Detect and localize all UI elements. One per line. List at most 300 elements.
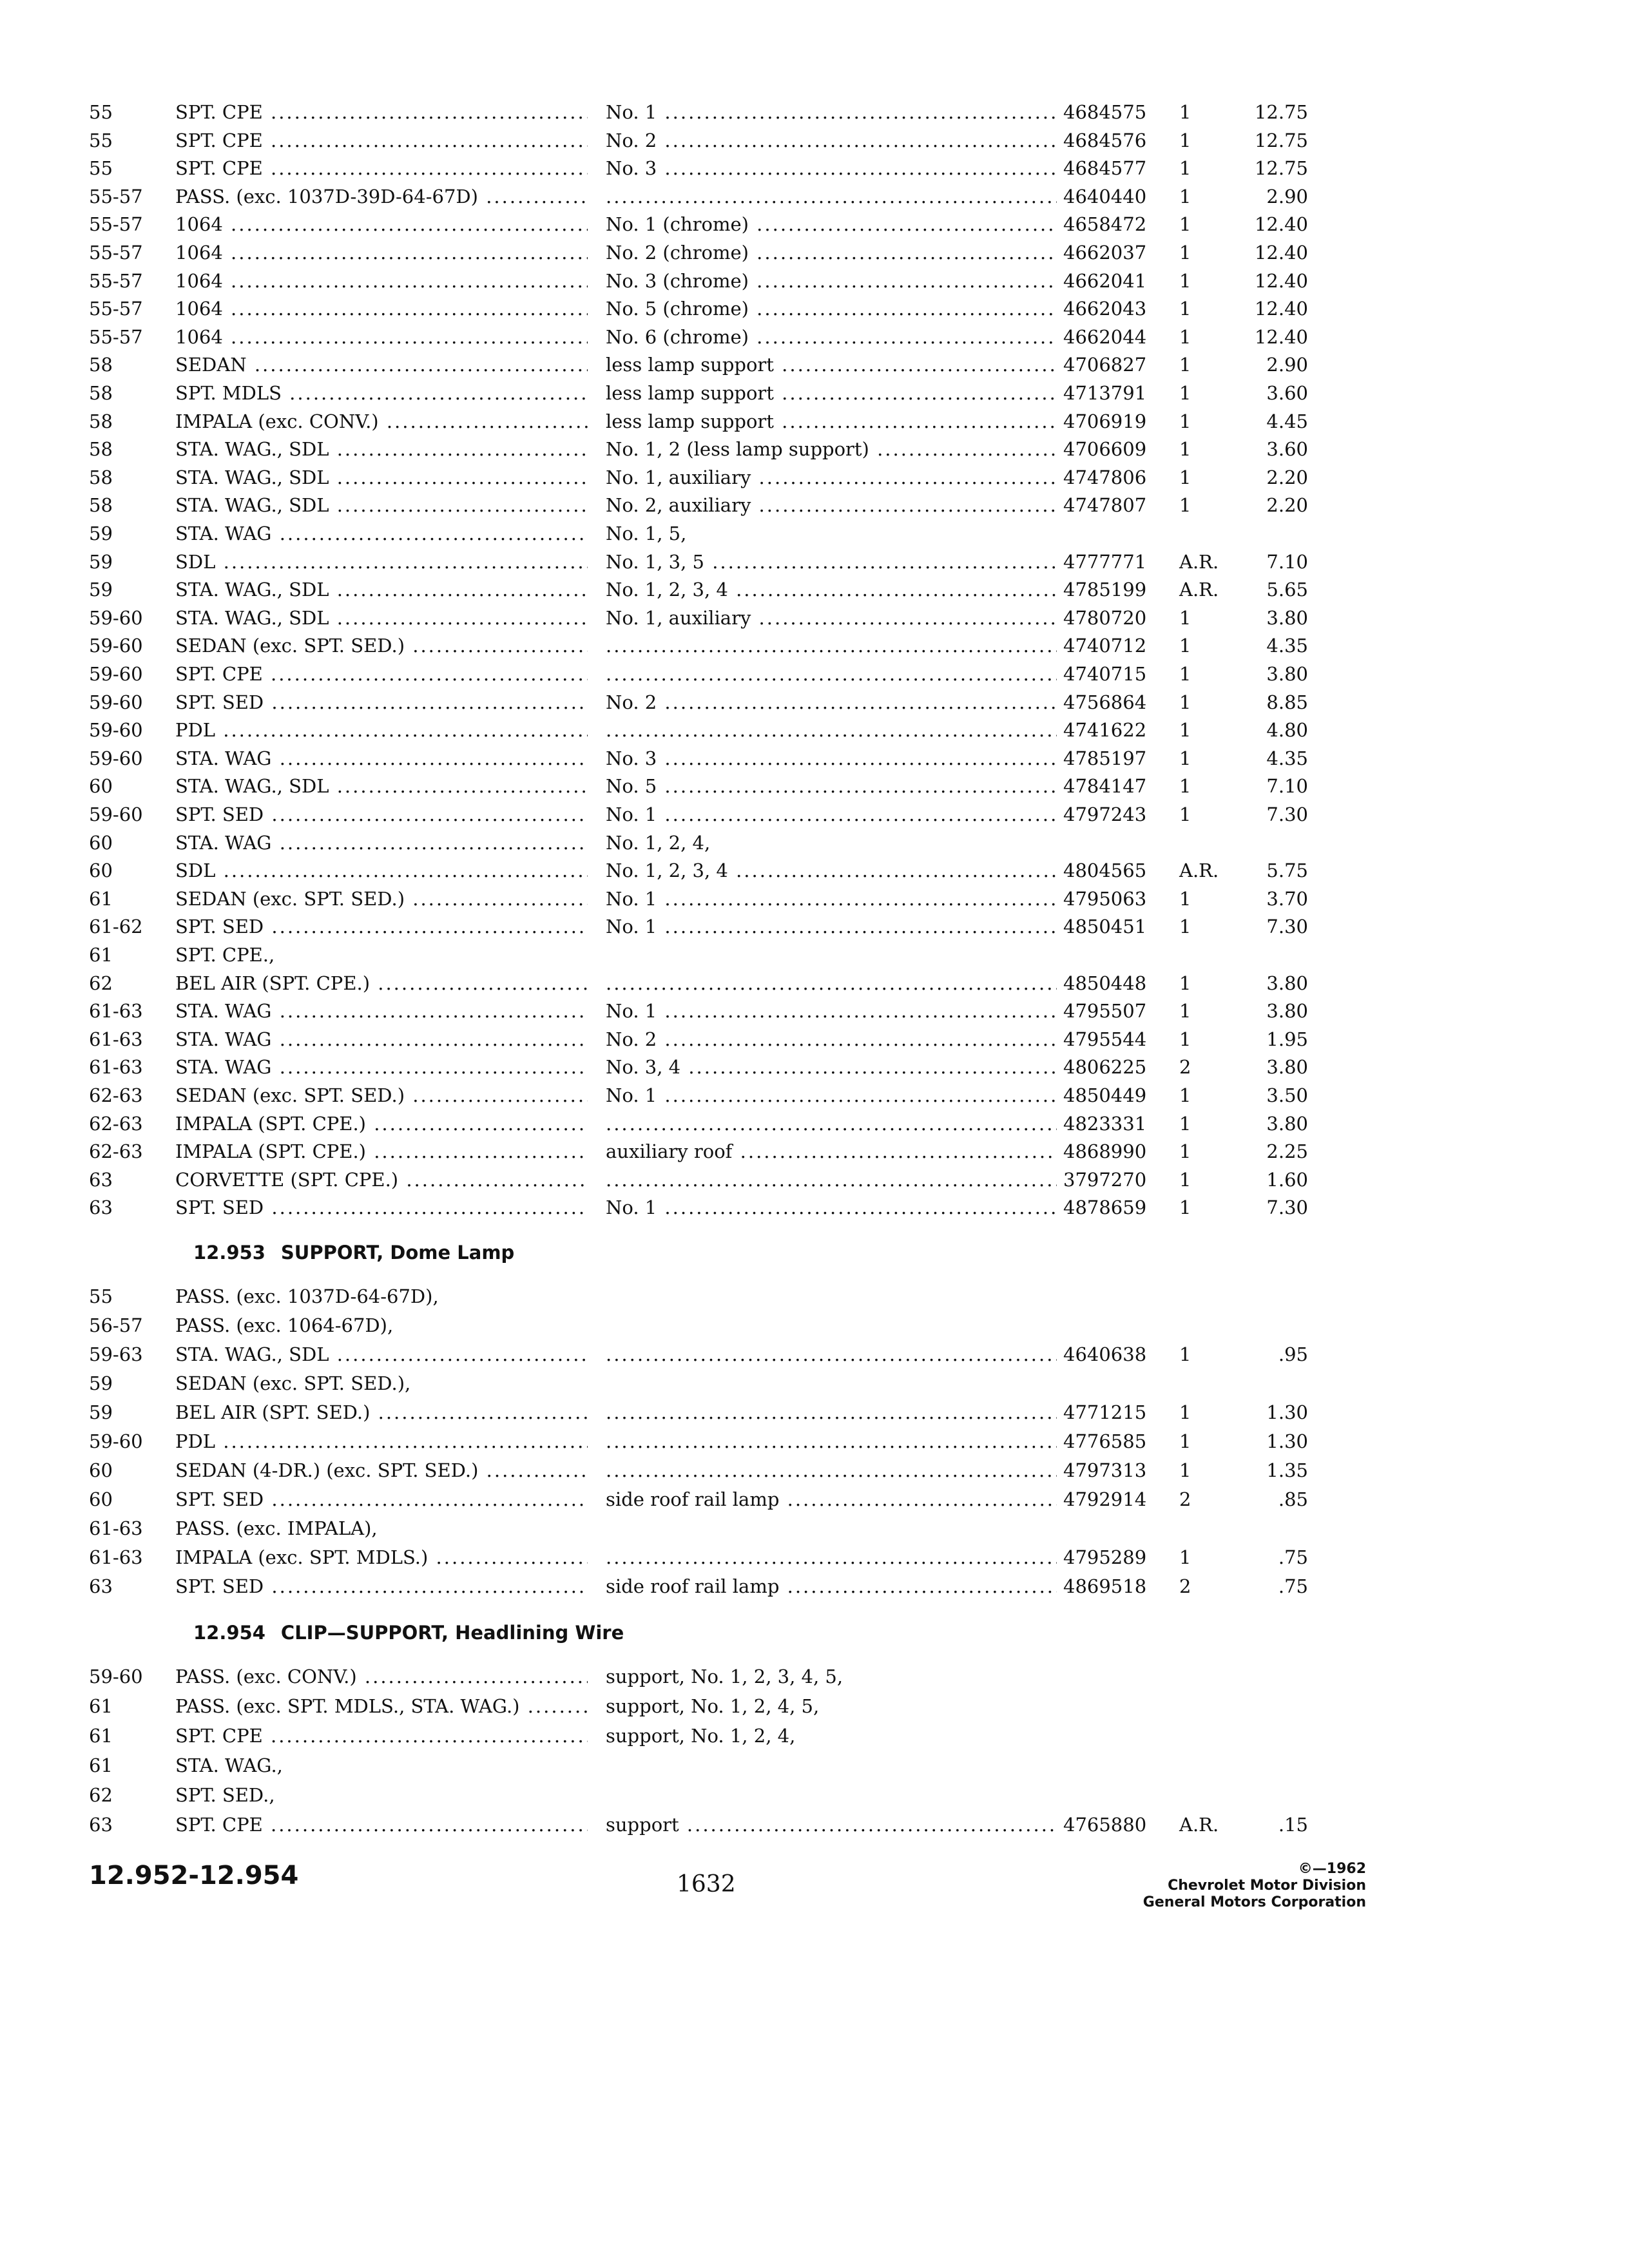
price-cell: 2.90 [1266, 185, 1308, 207]
year-cell: 59-60 [89, 1666, 143, 1687]
model-cell: PASS. (exc. 1064-67D), [175, 1314, 394, 1336]
year-cell: 55 [89, 101, 113, 123]
table-row [0, 1811, 1629, 1839]
page-number: 1632 [677, 1871, 736, 1898]
part-number-cell: 4706827 [1063, 354, 1147, 376]
price-cell: 12.40 [1254, 325, 1308, 348]
year-cell: 59-60 [89, 803, 143, 825]
description-cell: side roof rail lamp ..... [606, 1572, 1057, 1600]
description-cell: less lamp support ..... [606, 351, 1057, 379]
year-cell: 60 [89, 1488, 113, 1510]
table-row [0, 856, 1629, 885]
copyright-corporation: General Motors Corporation [1142, 1894, 1366, 1910]
part-number-cell: 4741622 [1063, 719, 1147, 742]
price-cell: 2.90 [1266, 354, 1308, 376]
table-row [0, 1369, 1629, 1398]
year-cell: 58 [89, 466, 113, 488]
model-cell: 1064 ..... [175, 323, 588, 351]
table-row [0, 1110, 1629, 1138]
quantity-cell: 1 [1179, 494, 1191, 517]
description-cell: support, No. 1, 2, 4, [606, 1725, 796, 1747]
part-number-cell: 4878659 [1063, 1196, 1147, 1219]
year-cell: 59-60 [89, 635, 143, 657]
part-number-cell: 4747806 [1063, 466, 1147, 488]
table-row [0, 323, 1629, 351]
table-row [0, 575, 1629, 604]
part-number-cell: 4850449 [1063, 1084, 1147, 1106]
quantity-cell: 1 [1179, 185, 1191, 207]
price-cell: 4.45 [1266, 410, 1308, 432]
table-row [0, 407, 1629, 436]
price-cell: 12.75 [1254, 157, 1308, 180]
quantity-cell: 1 [1179, 1546, 1191, 1568]
year-cell: 59 [89, 1401, 113, 1423]
year-cell: 55 [89, 129, 113, 151]
description-cell [606, 1456, 1057, 1485]
part-number-cell: 4850448 [1063, 972, 1147, 994]
model-cell: SEDAN (exc. SPT. SED.) ..... [175, 885, 588, 913]
year-cell: 61-62 [89, 916, 143, 938]
table-row [0, 716, 1629, 744]
part-number-cell: 4756864 [1063, 691, 1147, 713]
model-cell: SEDAN (exc. SPT. SED.), [175, 1372, 411, 1394]
part-number-cell: 4804565 [1063, 860, 1147, 882]
table-row [0, 631, 1629, 660]
part-number-cell: 4747807 [1063, 494, 1147, 517]
year-cell: 61-63 [89, 1000, 143, 1023]
description-cell [606, 1110, 1057, 1138]
model-cell: IMPALA (exc. CONV.) ..... [175, 407, 588, 436]
quantity-cell: 1 [1179, 1459, 1191, 1481]
quantity-cell: 1 [1179, 1430, 1191, 1452]
price-cell: 1.35 [1266, 1459, 1308, 1481]
part-number-cell: 4662044 [1063, 325, 1147, 348]
table-row [0, 1081, 1629, 1110]
table-row [0, 1514, 1629, 1542]
table-row [0, 1662, 1629, 1691]
model-cell: SEDAN (4-DR.) (exc. SPT. SED.) ..... [175, 1456, 588, 1485]
price-cell: 4.35 [1266, 747, 1308, 769]
part-number-cell: 4684575 [1063, 101, 1147, 123]
description-cell: No. 2 ..... [606, 688, 1057, 716]
year-cell: 55-57 [89, 185, 143, 207]
model-cell: SPT. SED ..... [175, 1572, 588, 1600]
table-row [0, 1692, 1629, 1720]
section-title: CLIP—SUPPORT, Headlining Wire [280, 1622, 624, 1644]
quantity-cell: 1 [1179, 1084, 1191, 1106]
year-cell: 60 [89, 831, 113, 854]
table-row [0, 126, 1629, 155]
price-cell: 12.40 [1254, 242, 1308, 264]
year-cell: 59 [89, 523, 113, 544]
year-cell: 55-57 [89, 213, 143, 236]
model-cell: SDL ..... [175, 548, 588, 576]
description-cell: No. 1 ..... [606, 1193, 1057, 1222]
description-cell: auxiliary roof ..... [606, 1137, 1057, 1166]
description-cell: No. 5 ..... [606, 772, 1057, 800]
quantity-cell: 1 [1179, 101, 1191, 123]
table-row [0, 1193, 1629, 1222]
table-row [0, 969, 1629, 997]
quantity-cell: 1 [1179, 354, 1191, 376]
price-cell: 4.80 [1266, 719, 1308, 742]
price-cell: .15 [1278, 1814, 1308, 1836]
quantity-cell: 1 [1179, 747, 1191, 769]
description-cell: side roof rail lamp ..... [606, 1485, 1057, 1514]
copyright-year: ©—1962 [1298, 1861, 1366, 1877]
model-cell: SEDAN (exc. SPT. SED.) ..... [175, 1081, 588, 1110]
quantity-cell: 1 [1179, 1000, 1191, 1023]
model-cell: IMPALA (exc. SPT. MDLS.) ..... [175, 1543, 588, 1571]
year-cell: 61-63 [89, 1517, 143, 1539]
price-cell: 2.20 [1266, 494, 1308, 517]
model-cell: STA. WAG., SDL ..... [175, 491, 588, 519]
description-cell: No. 2 (chrome) ..... [606, 238, 1057, 267]
price-cell: 12.40 [1254, 298, 1308, 320]
price-cell: 7.30 [1266, 916, 1308, 938]
year-cell: 63 [89, 1196, 113, 1219]
section-title: SUPPORT, Dome Lamp [280, 1242, 515, 1264]
description-cell: support, No. 1, 2, 3, 4, 5, [606, 1666, 843, 1687]
year-cell: 59-60 [89, 691, 143, 713]
model-cell: SPT. CPE ..... [175, 660, 588, 688]
quantity-cell: 1 [1179, 635, 1191, 657]
part-number-cell: 4797243 [1063, 803, 1147, 825]
description-cell [606, 969, 1057, 997]
table-row [0, 463, 1629, 492]
price-cell: 1.60 [1266, 1168, 1308, 1191]
model-cell: BEL AIR (SPT. SED.) ..... [175, 1398, 588, 1427]
description-cell: No. 1, 2, 4, [606, 831, 711, 854]
description-cell: No. 1, auxiliary ..... [606, 604, 1057, 632]
description-cell: No. 6 (chrome) ..... [606, 323, 1057, 351]
model-cell: SEDAN (exc. SPT. SED.) ..... [175, 631, 588, 660]
model-cell: 1064 ..... [175, 294, 588, 323]
model-cell: SEDAN ..... [175, 351, 588, 379]
table-row [0, 1137, 1629, 1166]
price-cell: 3.80 [1266, 663, 1308, 685]
year-cell: 59 [89, 550, 113, 573]
quantity-cell: A.R. [1179, 550, 1219, 573]
description-cell: No. 1 ..... [606, 98, 1057, 126]
quantity-cell: 1 [1179, 691, 1191, 713]
part-number-cell: 4780720 [1063, 606, 1147, 629]
section-heading-12953 [193, 1237, 514, 1268]
year-cell: 61-63 [89, 1056, 143, 1079]
description-cell: No. 2 ..... [606, 1025, 1057, 1053]
description-cell: No. 2, auxiliary ..... [606, 491, 1057, 519]
year-cell: 61 [89, 887, 113, 910]
price-cell: 4.35 [1266, 635, 1308, 657]
table-row [0, 98, 1629, 126]
price-cell: 12.75 [1254, 129, 1308, 151]
part-number-cell: 4684576 [1063, 129, 1147, 151]
price-cell: .95 [1278, 1343, 1308, 1365]
part-number-cell: 4777771 [1063, 550, 1147, 573]
price-cell: 3.80 [1266, 1000, 1308, 1023]
part-number-cell: 4740712 [1063, 635, 1147, 657]
year-cell: 58 [89, 438, 113, 461]
table-row [0, 1427, 1629, 1456]
price-cell: 12.75 [1254, 101, 1308, 123]
table-row [0, 519, 1629, 548]
part-number-cell: 4662043 [1063, 298, 1147, 320]
table-row [0, 294, 1629, 323]
price-cell: .85 [1278, 1488, 1308, 1510]
price-cell: 3.50 [1266, 1084, 1308, 1106]
description-cell [606, 660, 1057, 688]
description-cell: No. 3 (chrome) ..... [606, 267, 1057, 295]
model-cell: SPT. SED ..... [175, 1193, 588, 1222]
price-cell: 7.10 [1266, 550, 1308, 573]
model-cell: PDL ..... [175, 716, 588, 744]
description-cell: No. 5 (chrome) ..... [606, 294, 1057, 323]
description-cell [606, 1427, 1057, 1456]
table-row [0, 1485, 1629, 1514]
table-row [0, 1311, 1629, 1340]
table-row [0, 1166, 1629, 1194]
year-cell: 59-60 [89, 719, 143, 742]
table-row [0, 1340, 1629, 1369]
part-number-cell: 4792914 [1063, 1488, 1147, 1510]
year-cell: 61 [89, 1695, 113, 1717]
price-cell: 1.30 [1266, 1430, 1308, 1452]
model-cell: STA. WAG., SDL ..... [175, 435, 588, 463]
quantity-cell: 1 [1179, 606, 1191, 629]
year-cell: 58 [89, 354, 113, 376]
year-cell: 59-60 [89, 606, 143, 629]
description-cell: No. 1 ..... [606, 800, 1057, 829]
description-cell: No. 1, 2 (less lamp support) ..... [606, 435, 1057, 463]
description-cell: No. 1 ..... [606, 1081, 1057, 1110]
description-cell: No. 1 (chrome) ..... [606, 210, 1057, 238]
price-cell: 2.25 [1266, 1140, 1308, 1163]
description-cell [606, 182, 1057, 211]
table-row [0, 1722, 1629, 1750]
description-cell: less lamp support ..... [606, 407, 1057, 436]
quantity-cell: 1 [1179, 382, 1191, 404]
year-cell: 59-60 [89, 663, 143, 685]
quantity-cell: 1 [1179, 1196, 1191, 1219]
part-number-cell: 4776585 [1063, 1430, 1147, 1452]
quantity-cell: 1 [1179, 775, 1191, 798]
price-cell: 8.85 [1266, 691, 1308, 713]
year-cell: 60 [89, 1459, 113, 1481]
model-cell: CORVETTE (SPT. CPE.) ..... [175, 1166, 588, 1194]
part-number-cell: 4713791 [1063, 382, 1147, 404]
table-row [0, 1543, 1629, 1571]
part-number-cell: 4706609 [1063, 438, 1147, 461]
table-row [0, 1282, 1629, 1311]
description-cell: support ..... [606, 1811, 1057, 1839]
table-row [0, 435, 1629, 463]
year-cell: 61 [89, 1754, 113, 1776]
table-row [0, 491, 1629, 519]
price-cell: 3.80 [1266, 972, 1308, 994]
quantity-cell: 1 [1179, 466, 1191, 488]
quantity-cell: 1 [1179, 438, 1191, 461]
description-cell: No. 3 ..... [606, 154, 1057, 182]
year-cell: 55 [89, 157, 113, 180]
part-number-cell: 4850451 [1063, 916, 1147, 938]
model-cell: 1064 ..... [175, 267, 588, 295]
table-row [0, 800, 1629, 829]
model-cell: SPT. CPE ..... [175, 1722, 588, 1750]
price-cell: 3.80 [1266, 1112, 1308, 1135]
model-cell: SPT. SED ..... [175, 800, 588, 829]
section-number: 12.954 [193, 1622, 265, 1644]
description-cell: No. 2 ..... [606, 126, 1057, 155]
table-row [0, 1053, 1629, 1081]
price-cell: 5.75 [1266, 860, 1308, 882]
price-cell: 3.80 [1266, 606, 1308, 629]
table-row [0, 1781, 1629, 1809]
year-cell: 62-63 [89, 1112, 143, 1135]
description-cell: No. 1, 2, 3, 4 ..... [606, 575, 1057, 604]
part-number-cell: 4785197 [1063, 747, 1147, 769]
part-number-cell: 4806225 [1063, 1056, 1147, 1079]
model-cell: STA. WAG., SDL ..... [175, 575, 588, 604]
year-cell: 59 [89, 1372, 113, 1394]
model-cell: SPT. CPE ..... [175, 126, 588, 155]
part-number-cell: 4795507 [1063, 1000, 1147, 1023]
price-cell: .75 [1278, 1546, 1308, 1568]
year-cell: 58 [89, 410, 113, 432]
part-number-cell: 4662037 [1063, 242, 1147, 264]
model-cell: SPT. SED ..... [175, 688, 588, 716]
price-cell: 12.40 [1254, 213, 1308, 236]
section-heading-12954 [193, 1617, 624, 1648]
part-number-cell: 4640638 [1063, 1343, 1147, 1365]
table-row [0, 1751, 1629, 1780]
table-row [0, 351, 1629, 379]
table-row [0, 997, 1629, 1025]
quantity-cell: 1 [1179, 157, 1191, 180]
model-cell: STA. WAG ..... [175, 829, 588, 857]
model-cell: STA. WAG ..... [175, 519, 588, 548]
table-row [0, 660, 1629, 688]
quantity-cell: 1 [1179, 887, 1191, 910]
year-cell: 61 [89, 944, 113, 966]
part-number-cell: 4662041 [1063, 269, 1147, 292]
year-cell: 59-63 [89, 1343, 143, 1365]
description-cell: less lamp support ..... [606, 379, 1057, 407]
quantity-cell: A.R. [1179, 860, 1219, 882]
table-row [0, 154, 1629, 182]
quantity-cell: 1 [1179, 1028, 1191, 1050]
table-row [0, 182, 1629, 211]
part-number-cell: 4706919 [1063, 410, 1147, 432]
table-row [0, 885, 1629, 913]
part-number-cell: 4797313 [1063, 1459, 1147, 1481]
year-cell: 62-63 [89, 1084, 143, 1106]
description-cell: No. 1, auxiliary ..... [606, 463, 1057, 492]
model-cell: SPT. CPE ..... [175, 1811, 588, 1839]
model-cell: STA. WAG., SDL ..... [175, 772, 588, 800]
price-cell: 2.20 [1266, 466, 1308, 488]
price-cell: 1.95 [1266, 1028, 1308, 1050]
model-cell: STA. WAG., SDL ..... [175, 463, 588, 492]
price-cell: 12.40 [1254, 269, 1308, 292]
model-cell: PASS. (exc. IMPALA), [175, 1517, 378, 1539]
part-number-cell: 3797270 [1063, 1168, 1147, 1191]
year-cell: 63 [89, 1814, 113, 1836]
year-cell: 59-60 [89, 747, 143, 769]
year-cell: 63 [89, 1575, 113, 1597]
year-cell: 62 [89, 972, 113, 994]
quantity-cell: 1 [1179, 1112, 1191, 1135]
year-cell: 56-57 [89, 1314, 143, 1336]
description-cell: No. 1 ..... [606, 912, 1057, 941]
description-cell: No. 3, 4 ..... [606, 1053, 1057, 1081]
price-cell: 7.30 [1266, 1196, 1308, 1219]
part-number-cell: 4795289 [1063, 1546, 1147, 1568]
part-number-cell: 4740715 [1063, 663, 1147, 685]
section-number: 12.953 [193, 1242, 265, 1264]
price-cell: 3.70 [1266, 887, 1308, 910]
year-cell: 59 [89, 579, 113, 601]
description-cell: No. 1, 5, [606, 523, 687, 544]
model-cell: PASS. (exc. CONV.) ..... [175, 1662, 588, 1691]
part-number-cell: 4658472 [1063, 213, 1147, 236]
model-cell: BEL AIR (SPT. CPE.) ..... [175, 969, 588, 997]
table-row [0, 1398, 1629, 1427]
description-cell: No. 1 ..... [606, 997, 1057, 1025]
quantity-cell: 1 [1179, 242, 1191, 264]
quantity-cell: 1 [1179, 325, 1191, 348]
price-cell: 3.80 [1266, 1056, 1308, 1079]
description-cell [606, 1398, 1057, 1427]
year-cell: 55-57 [89, 242, 143, 264]
price-cell: 3.60 [1266, 382, 1308, 404]
model-cell: PASS. (exc. SPT. MDLS., STA. WAG.) ..... [175, 1692, 588, 1720]
quantity-cell: A.R. [1179, 579, 1219, 601]
table-row [0, 1572, 1629, 1600]
quantity-cell: 2 [1179, 1575, 1191, 1597]
table-row [0, 238, 1629, 267]
table-row [0, 912, 1629, 941]
model-cell: SPT. CPE ..... [175, 154, 588, 182]
quantity-cell: 1 [1179, 803, 1191, 825]
quantity-cell: A.R. [1179, 1814, 1219, 1836]
description-cell [606, 716, 1057, 744]
part-number-cell: 4795063 [1063, 887, 1147, 910]
model-cell: SPT. SED., [175, 1784, 275, 1806]
quantity-cell: 1 [1179, 972, 1191, 994]
year-cell: 55-57 [89, 325, 143, 348]
model-cell: SPT. MDLS ..... [175, 379, 588, 407]
quantity-cell: 1 [1179, 129, 1191, 151]
model-cell: IMPALA (SPT. CPE.) ..... [175, 1110, 588, 1138]
part-number-cell: 4640440 [1063, 185, 1147, 207]
year-cell: 55-57 [89, 298, 143, 320]
quantity-cell: 1 [1179, 719, 1191, 742]
model-cell: STA. WAG., SDL ..... [175, 604, 588, 632]
year-cell: 61 [89, 1725, 113, 1747]
year-cell: 61-63 [89, 1546, 143, 1568]
part-number-cell: 4684577 [1063, 157, 1147, 180]
year-cell: 58 [89, 382, 113, 404]
price-cell: 3.60 [1266, 438, 1308, 461]
year-cell: 63 [89, 1168, 113, 1191]
year-cell: 55 [89, 1285, 113, 1307]
table-row [0, 1025, 1629, 1053]
table-row [0, 379, 1629, 407]
year-cell: 58 [89, 494, 113, 517]
part-number-cell: 4771215 [1063, 1401, 1147, 1423]
quantity-cell: 1 [1179, 213, 1191, 236]
table-row [0, 688, 1629, 716]
